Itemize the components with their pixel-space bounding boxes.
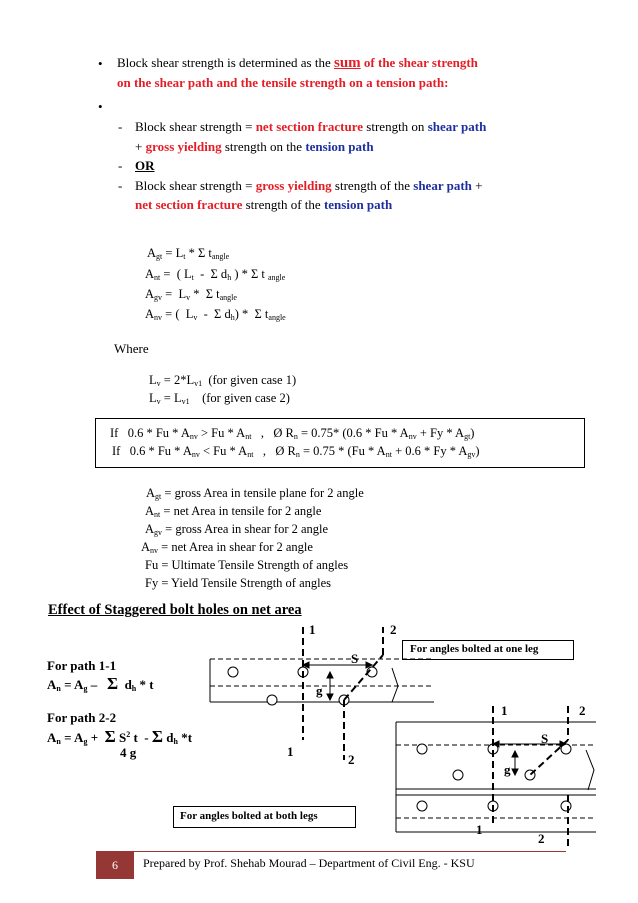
formula-agt: $A_{gt} = L_t * \Sigma$ $t_{angle}$: [147, 246, 230, 261]
page-number: 6: [96, 851, 134, 879]
formula-agv: $A_{gv} = L_v * \Sigma$ $t_{angle}$: [145, 287, 237, 302]
label-2-top-upper: 2: [390, 622, 397, 637]
label-1-bottom-upper: 1: [287, 744, 294, 759]
label-s-lower: S: [541, 731, 549, 746]
both-legs-angle: [396, 722, 596, 832]
path-1-1-label: For path 1-1: [47, 658, 117, 673]
path-2-diagonal-line: [344, 655, 383, 700]
label-2-bottom-lower: 2: [538, 831, 545, 846]
both-legs-label: For angles bolted at both legs: [180, 810, 318, 822]
lv-case-2: $L_v = L_{v1}$ (for given case 2): [149, 391, 290, 406]
lv-case-1: $L_v = 2*L_{v1}$ (for given case 1): [149, 373, 297, 388]
path-2-2-formula: $A_n = A_g + \Sigma$ $S^2$ t - Σ $d_h$ *t: [47, 727, 193, 746]
label-2-top-lower: 2: [579, 703, 586, 718]
label-g-upper: g: [316, 683, 323, 698]
bullet-2: •: [98, 99, 103, 114]
def-agt: $A_{gt}$ = gross Area in tensile plane for 2 angle: [146, 486, 364, 501]
bolt-hole-icon: [228, 667, 238, 677]
label-2-bottom-upper: 2: [348, 752, 355, 767]
dash-2: -: [118, 158, 123, 173]
one-leg-label: For angles bolted at one leg: [410, 643, 539, 655]
intro-line-2: on the shear path and the tensile strength on a tension path:: [117, 75, 449, 90]
label-1-top-lower: 1: [501, 703, 508, 718]
arrow-icon: [327, 672, 333, 678]
bolt-hole-icon: [417, 801, 427, 811]
intro-line-1: Block shear strength is determined as the sum of the shear strength: [117, 55, 478, 71]
def-fu: Fu = Ultimate Tensile Strength of angles: [145, 558, 349, 572]
condition-1: If $0.6 * Fu * A_{nv} > Fu * A_{nt}$ , Ø $R_n = 0.75*$ $(0.6 * Fu * A_{nv} + Fy * A_{gt})$: [110, 426, 475, 441]
option-1-line-2: + gross yielding strength on the tension path: [135, 139, 374, 154]
arrow-icon: [327, 694, 333, 700]
footer-divider: [96, 851, 566, 852]
arrow-icon: [512, 751, 518, 757]
upper-paths: [303, 627, 383, 760]
label-g-lower: g: [504, 762, 511, 777]
def-agv: $A_{gv}$ = gross Area in shear for 2 angle: [145, 522, 329, 537]
stagger-heading: Effect of Staggered bolt holes on net area: [48, 602, 302, 618]
footer-text: Prepared by Prof. Shehab Mourad – Department of Civil Eng. - KSU: [143, 856, 475, 870]
bolt-hole-icon: [267, 695, 277, 705]
path-1-1-formula: $A_n = A_g - \Sigma$ $d_h$ * t: [47, 674, 154, 693]
or-label: OR: [135, 158, 155, 173]
def-fy: Fy = Yield Tensile Strength of angles: [145, 576, 332, 590]
bolt-hole-icon: [561, 801, 571, 811]
def-ant: $A_{nt}$ = net Area in tensile for 2 angle: [145, 504, 322, 519]
label-1-top-upper: 1: [309, 622, 316, 637]
bolt-hole-icon: [453, 770, 463, 780]
option-2-line-1: Block shear strength = gross yielding strength of the shear path +: [135, 178, 483, 193]
option-2-line-2: net section fracture strength of the tension path: [135, 197, 393, 212]
path-2-2-label: For path 2-2: [47, 710, 117, 725]
formula-ant: $A_{nt}$ = ( $L_t$ - Σ $d_h$ ) * Σ t $_{angle}$: [145, 267, 286, 282]
lower-break-line: [586, 750, 594, 790]
def-anv: $A_{nv}$ = net Area in shear for 2 angle: [141, 540, 313, 555]
dash-3: -: [118, 178, 123, 193]
bullet-1: •: [98, 56, 103, 71]
path-2-2-denominator: 4 g: [120, 745, 137, 760]
formula-anv: $A_{nv}$ = ( $L_v$ - Σ $d_h$) * Σ $t_{angle}$: [145, 307, 286, 322]
upper-break-line: [392, 668, 398, 702]
bolt-hole-icon: [417, 744, 427, 754]
condition-2: If $0.6 * Fu * A_{nv} < Fu * A_{nt}$ , Ø $R_n = 0.75 * (Fu * A_{nt} + 0.6 * Fy * A_{gv})$: [112, 444, 480, 459]
label-s-upper: S: [351, 651, 359, 666]
dash-1: -: [118, 119, 123, 134]
where-label: Where: [114, 341, 149, 356]
arrow-icon: [512, 769, 518, 775]
option-1-line-1: Block shear strength = net section fracture strength on shear path: [135, 119, 487, 134]
label-1-bottom-lower: 1: [476, 822, 483, 837]
